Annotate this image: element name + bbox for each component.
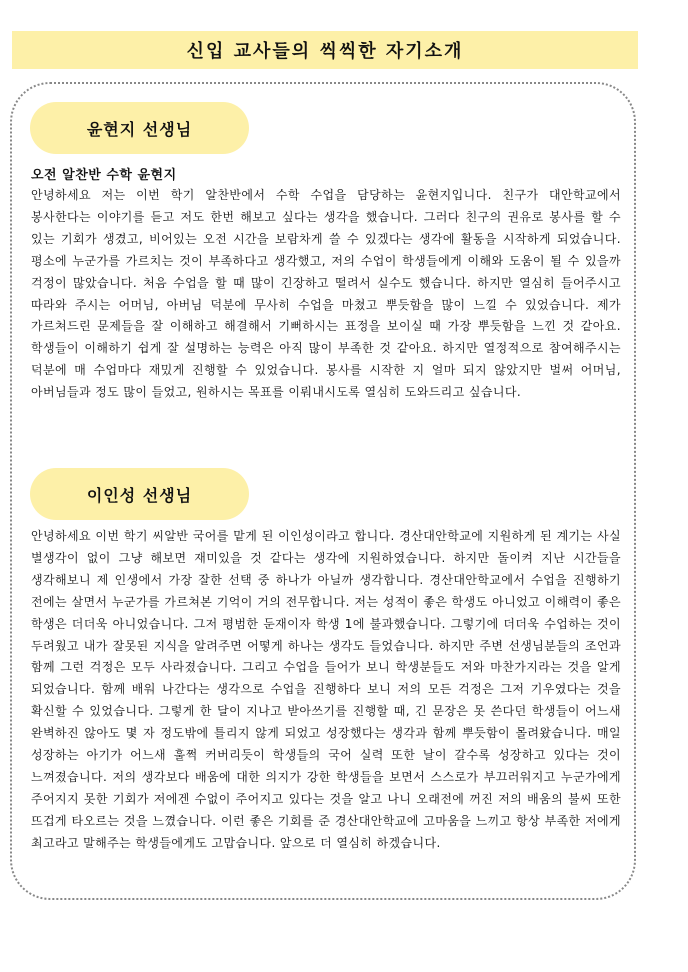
teacher-name-badge	[30, 102, 249, 154]
teacher-name-badge	[30, 468, 249, 520]
teacher-intro-text: 안녕하세요 이번 학기 씨알반 국어를 맡게 된 이인성이라고 합니다. 경산대안학교에 지원하게 된 계기는 사실 별생각이 없이 그냥 해보면 재미있을 것 같다는 생각에 지원하였습니다. 하지만 돌이켜 지난 시간들을 생각해보니 제 인생에서 가장 잘한 선택 중 하나가 아닐까 생각합니다. 경산대안학교에서 수업을 진행하기 전에는 살면서 누군가를 가르쳐본 기억이 거의 전무합니다. 저는 성적이 좋은 학생도 아니었고 이해력이 좋은 학생은 더더욱 아니었습니다. 그저 평범한 둔재이자 학생 1에 불과했습니다. 그렇기에 더더욱 수업하는 것이 두려웠고 내가 잘못된 지식을 알려주면 어떻게 하나는 생각도 들었습니다. 하지만 주변 선생님분들의 조언과 함께 그런 걱정은 모두 사라졌습니다. 그리고 수업을 들어가 보니 학생분들도 저와 마찬가지라는 것을 알게 되었습니다. 함께 배워 나간다는 생각으로 수업을 진행하다 보니 저의 모든 걱정은 그저 기우였다는 것을 확신할 수 있었습니다. 그렇게 한 달이 지나고 받아쓰기를 진행할 때, 긴 문장은 못 쓴다던 학생들이 어느새 완벽하진 않아도 몇 자 정도밖에 틀리지 않게 되었고 성장했다는 생각과 함께 뿌듯함이 몰려왔습니다. 매일 성장하는 아기가 어느새 훌쩍 커버리듯이 학생들의 국어 실력 또한 날이 갈수록 성장하고 있다는 것이 느껴졌습니다. 저의 생각보다 배움에 대한 의지가 강한 학생들을 보면서 스스로가 부끄러워지고 누군가에게 주어지지 못한 기회가 저에겐 수없이 주어지고 있다는 것을 알고 나니 오래전에 꺼진 저의 배움의 불씨 또한 뜨겁게 타오르는 것을 느꼈습니다. 이런 좋은 기회를 준 경산대안학교에 고마움을 느끼고 항상 부족한 저에게 최고라고 말해주는 학생들에게도 고맙습니다. 앞으로 더 열심히 하겠습니다.	[31, 529, 621, 850]
teacher-subtitle: 오전 알찬반 수학 윤현지	[31, 168, 177, 183]
teacher-intro-text: 안녕하세요 저는 이번 학기 알찬반에서 수학 수업을 담당하는 윤현지입니다. 친구가 대안학교에서 봉사한다는 이야기를 듣고 저도 한번 해보고 싶다는 생각을 했습니다. 그러다 친구의 권유로 봉사를 할 수 있는 기회가 생겼고, 비어있는 오전 시간을 보람차게 쓸 수 있겠다는 생각에 활동을 시작하게 되었습니다. 평소에 누군가를 가르치는 것이 부족하다고 생각했고, 저의 수업이 학생들에게 이해와 도움이 될 수 있을까 걱정이 많았습니다. 처음 수업을 할 때 많이 긴장하고 떨려서 실수도 했습니다. 하지만 열심히 들어주시고 따라와 주시는 어머님, 아버님 덕분에 무사히 수업을 마쳤고 뿌듯함을 많이 느낄 수 있었습니다. 제가 가르쳐드린 문제들을 잘 이해하고 해결해서 기뻐하시는 표정을 보이실 때 가장 뿌듯함을 느낀 것 같아요. 학생들이 이해하기 쉽게 잘 설명하는 능력은 아직 많이 부족한 것 같아요. 하지만 열정적으로 참여해주시는 덕분에 매 수업마다 재밌게 진행할 수 있었습니다. 봉사를 시작한 지 얼마 되지 않았지만 벌써 어머님, 아버님들과 정도 많이 들었고, 원하시는 목표를 이뤄내시도록 열심히 도와드리고 싶습니다.	[31, 188, 621, 400]
teacher-name: 윤현지 선생님	[86, 119, 193, 139]
teacher-name: 이인성 선생님	[86, 485, 193, 505]
page-title: 신입 교사들의 씩씩한 자기소개	[186, 41, 464, 62]
title-banner	[12, 31, 638, 69]
